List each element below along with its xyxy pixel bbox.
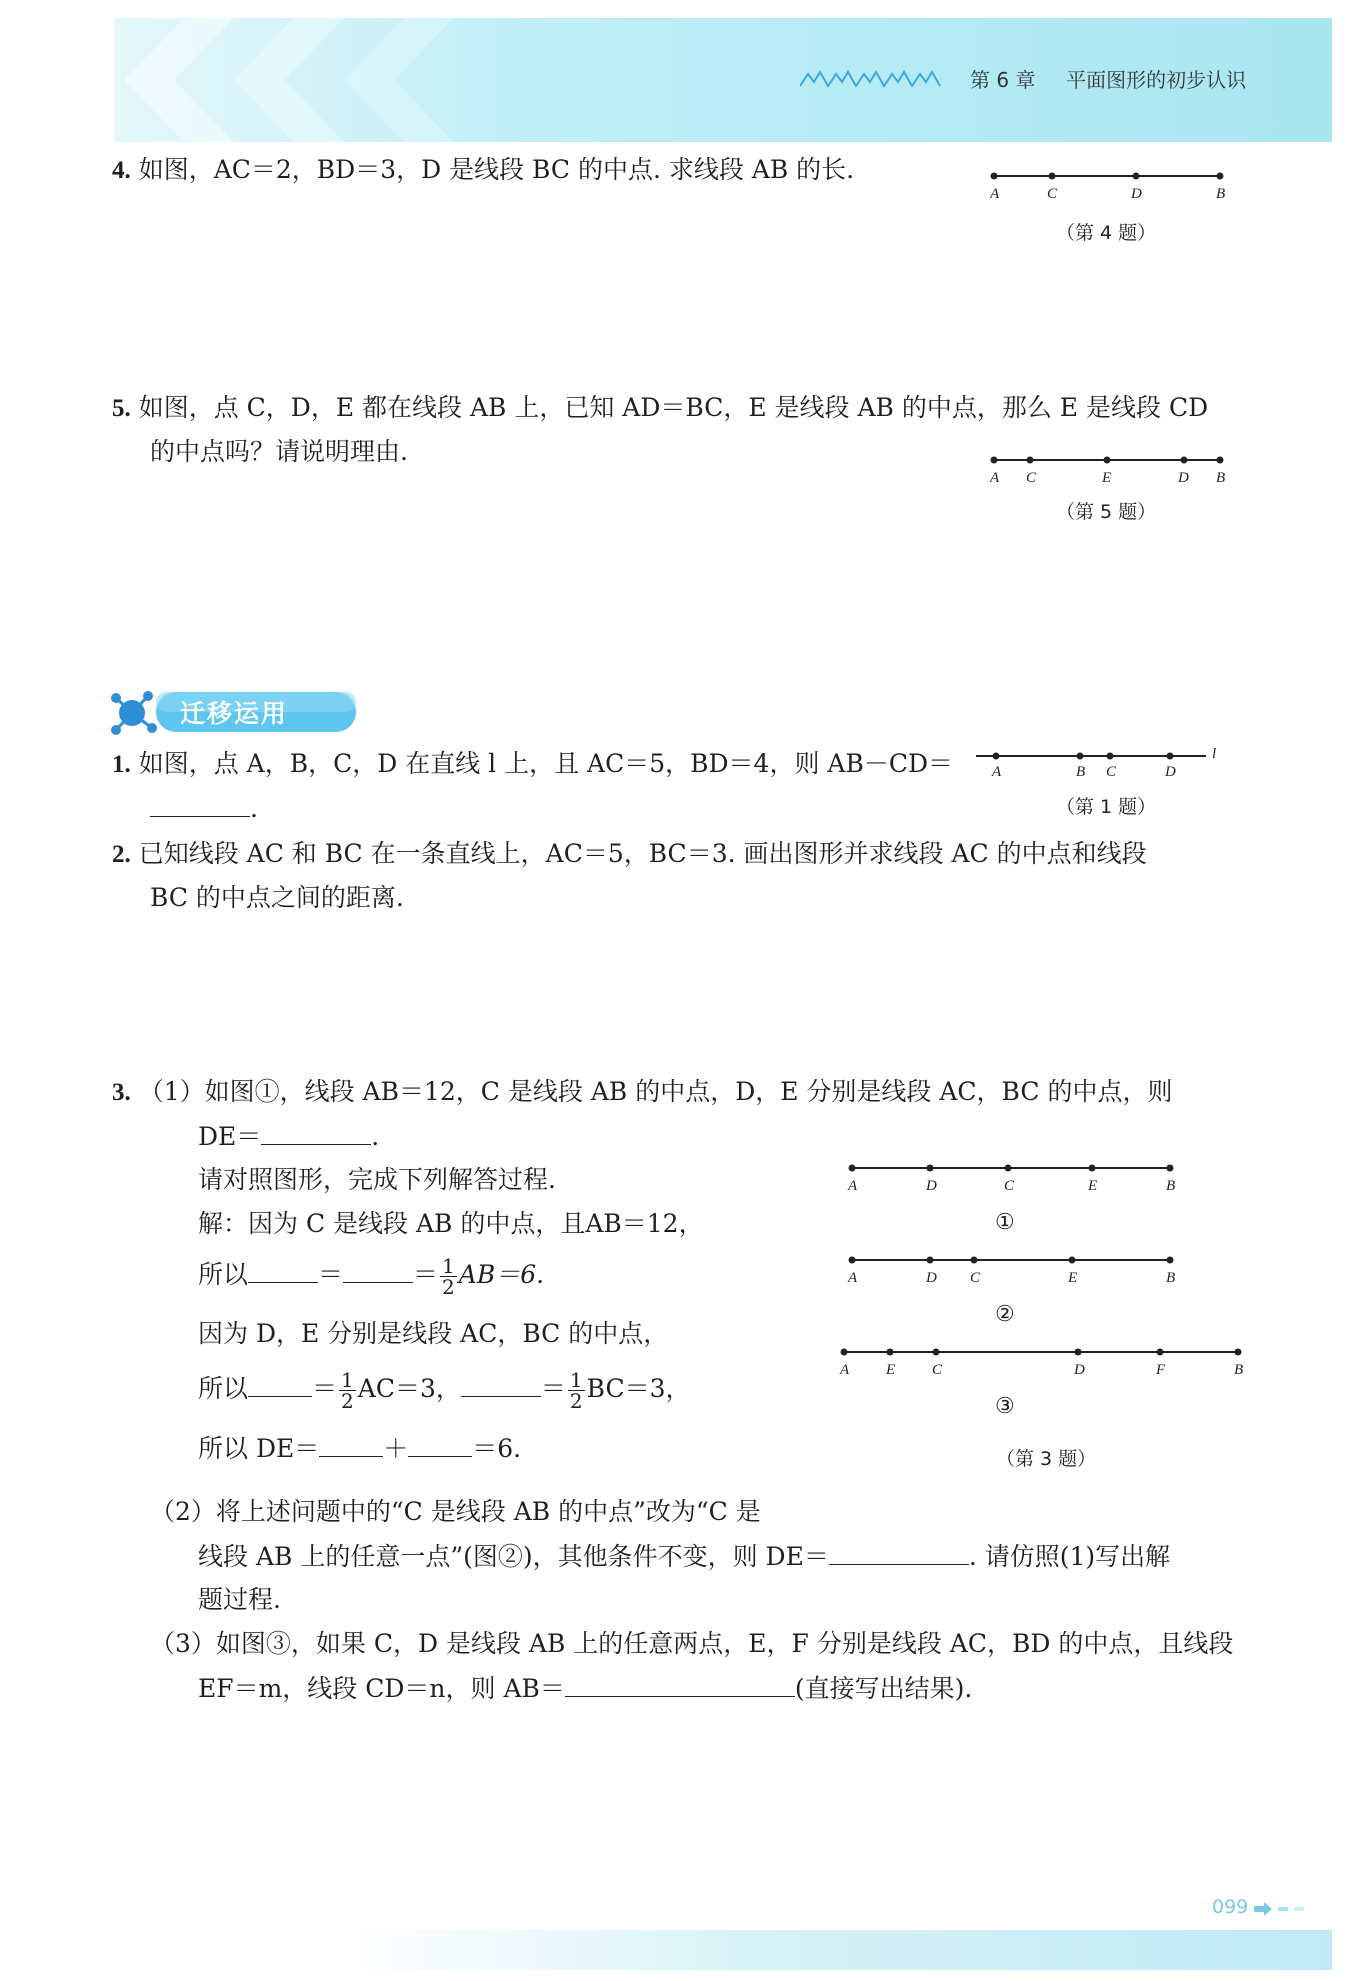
punct: .: [250, 794, 258, 823]
figure-caption: （第 1 题）: [1056, 796, 1157, 818]
point-label: C: [1004, 1178, 1015, 1194]
text: 所以 DE＝: [198, 1434, 320, 1463]
page-number: 099: [1212, 1896, 1249, 1918]
text: (直接写出结果).: [794, 1674, 973, 1703]
part-3-line1: （3）如图③，如果 C，D 是线段 AB 上的任意两点，E，F 分别是线段 AC，BD 的中点，且线段: [150, 1629, 1234, 1658]
arrow-decoration-icon: [1254, 1902, 1310, 1916]
figure-caption: （第 5 题）: [1056, 501, 1157, 523]
answer-blank[interactable]: [150, 786, 250, 817]
figure-number: ②: [995, 1302, 1015, 1327]
part-2-line3: 题过程.: [198, 1585, 281, 1614]
denominator: 2: [442, 1275, 455, 1299]
answer-blank[interactable]: [343, 1252, 413, 1283]
point-label: D: [926, 1178, 937, 1194]
text: 所以: [198, 1374, 249, 1403]
text: AB＝6.: [458, 1260, 545, 1289]
answer-line: [150, 786, 258, 831]
exercise-1: [112, 742, 953, 787]
point-label: A: [848, 1270, 858, 1286]
point-label: E: [886, 1362, 896, 1378]
answer-blank[interactable]: [248, 1252, 318, 1283]
question-text-line2: BC 的中点之间的距离.: [150, 883, 404, 912]
numerator: 1: [341, 1368, 354, 1392]
fraction-half: [339, 1370, 356, 1411]
question-text: 如图，AC＝2，BD＝3，D 是线段 BC 的中点. 求线段 AB 的长.: [138, 155, 855, 184]
point-label: D: [926, 1270, 937, 1286]
text: ＝6.: [472, 1434, 522, 1463]
figure-q5: [990, 452, 1230, 492]
text: AC＝3，: [357, 1374, 461, 1403]
de-line: [198, 1114, 379, 1159]
point-label: C: [970, 1270, 981, 1286]
exercise-3: [112, 1070, 1172, 1115]
point-label: A: [992, 764, 1002, 780]
figure-3-3: [836, 1344, 1250, 1394]
question-text-line2: 的中点吗？请说明理由.: [150, 437, 408, 466]
point-label: C: [1026, 470, 1037, 486]
mountain-pattern-icon: [800, 70, 948, 88]
point-label: A: [848, 1178, 858, 1194]
question-number: 2.: [112, 841, 131, 868]
point-label: A: [990, 470, 1000, 486]
answer-blank[interactable]: [319, 1426, 383, 1457]
numerator: 1: [569, 1368, 583, 1392]
question-text: 已知线段 AC 和 BC 在一条直线上，AC＝5，BC＝3. 画出图形并求线段 AC 的中点和线段: [138, 839, 1147, 868]
solution-line: [198, 1426, 521, 1471]
answer-blank[interactable]: [261, 1114, 371, 1145]
instruction: 请对照图形，完成下列解答过程.: [198, 1165, 556, 1194]
part-2-line2: [198, 1534, 1170, 1579]
point-label: B: [1166, 1270, 1176, 1286]
answer-blank[interactable]: [565, 1666, 795, 1697]
denominator: 2: [341, 1389, 354, 1413]
figure-s1: [974, 742, 1230, 782]
point-label: D: [1074, 1362, 1085, 1378]
point-label: C: [932, 1362, 943, 1378]
answer-blank[interactable]: [829, 1534, 969, 1565]
figure-caption: （第 3 题）: [996, 1448, 1097, 1470]
point-label: E: [1088, 1178, 1098, 1194]
point-label: B: [1166, 1178, 1176, 1194]
answer-blank[interactable]: [408, 1426, 472, 1457]
figure-number: ①: [995, 1210, 1015, 1235]
solution-line: 因为 D，E 分别是线段 AC，BC 的中点，: [198, 1319, 669, 1348]
answer-blank[interactable]: [461, 1366, 541, 1397]
text: BC＝3，: [586, 1374, 691, 1403]
question-number: 3.: [112, 1079, 131, 1106]
point-label: C: [1106, 764, 1117, 780]
line-label: l: [1212, 746, 1217, 762]
point-label: E: [1102, 470, 1112, 486]
point-label: D: [1131, 186, 1142, 202]
point-label: B: [1216, 186, 1226, 202]
denominator: 2: [569, 1389, 583, 1413]
footer-band: [346, 1930, 1332, 1970]
section-title: 迁移运用: [180, 699, 289, 728]
part-2-line1: （2）将上述问题中的“C 是线段 AB 的中点”改为“C 是: [150, 1497, 761, 1526]
question-number: 4.: [112, 157, 131, 184]
answer-blank[interactable]: [248, 1366, 312, 1397]
point-label: D: [1165, 764, 1176, 780]
figure-number: ③: [995, 1394, 1015, 1419]
text: ＝: [413, 1260, 439, 1289]
punct: .: [371, 1122, 380, 1151]
figure-3-1: [842, 1160, 1182, 1210]
chapter-title: 平面图形的初步认识: [1066, 68, 1247, 92]
point-label: B: [1216, 470, 1226, 486]
question-text: （1）如图①，线段 AB＝12，C 是线段 AB 的中点，D，E 分别是线段 AC，BC 的中点，则: [138, 1077, 1173, 1106]
point-label: B: [1234, 1362, 1244, 1378]
solution-line: 解：因为 C 是线段 AB 的中点，且AB＝12，: [198, 1209, 704, 1238]
point-label: A: [990, 186, 1000, 202]
point-label: A: [840, 1362, 850, 1378]
figure-caption: （第 4 题）: [1056, 222, 1157, 244]
text: ＝: [312, 1374, 338, 1403]
figure-3-2: [842, 1252, 1182, 1302]
part-3-line2: [198, 1666, 972, 1711]
solution-line: [198, 1366, 690, 1411]
header-chevrons: [114, 18, 474, 142]
point-label: E: [1068, 1270, 1078, 1286]
point-label: B: [1076, 764, 1086, 780]
text: EF＝m，线段 CD＝n，则 AB＝: [198, 1674, 565, 1703]
question-4: [112, 148, 854, 193]
question-text: 如图，点 A，B，C，D 在直线 l 上，且 AC＝5，BD＝4，则 AB－CD＝: [138, 749, 953, 778]
question-5: [112, 386, 1208, 431]
chapter-number: 第 6 章: [970, 68, 1036, 92]
text: DE＝: [198, 1122, 262, 1151]
text: ＝: [540, 1374, 566, 1403]
exercise-2: [112, 832, 1147, 877]
fraction-half: [568, 1370, 585, 1411]
text: 线段 AB 上的任意一点”(图②)，其他条件不变，则 DE＝: [198, 1542, 829, 1571]
text: ＋: [383, 1434, 409, 1463]
solution-line: [198, 1252, 544, 1297]
point-label: C: [1047, 186, 1058, 202]
text: . 请仿照(1)写出解: [968, 1542, 1171, 1571]
question-number: 1.: [112, 751, 131, 778]
numerator: 1: [442, 1254, 455, 1278]
fraction-half: [440, 1256, 457, 1297]
point-label: D: [1178, 470, 1189, 486]
question-text: 如图，点 C，D，E 都在线段 AB 上，已知 AD＝BC，E 是线段 AB 的中点，那么 E 是线段 CD: [138, 393, 1209, 422]
text: ＝: [318, 1260, 344, 1289]
question-number: 5.: [112, 395, 131, 422]
figure-q4: [990, 168, 1230, 208]
point-label: F: [1156, 1362, 1166, 1378]
text: 所以: [198, 1260, 249, 1289]
